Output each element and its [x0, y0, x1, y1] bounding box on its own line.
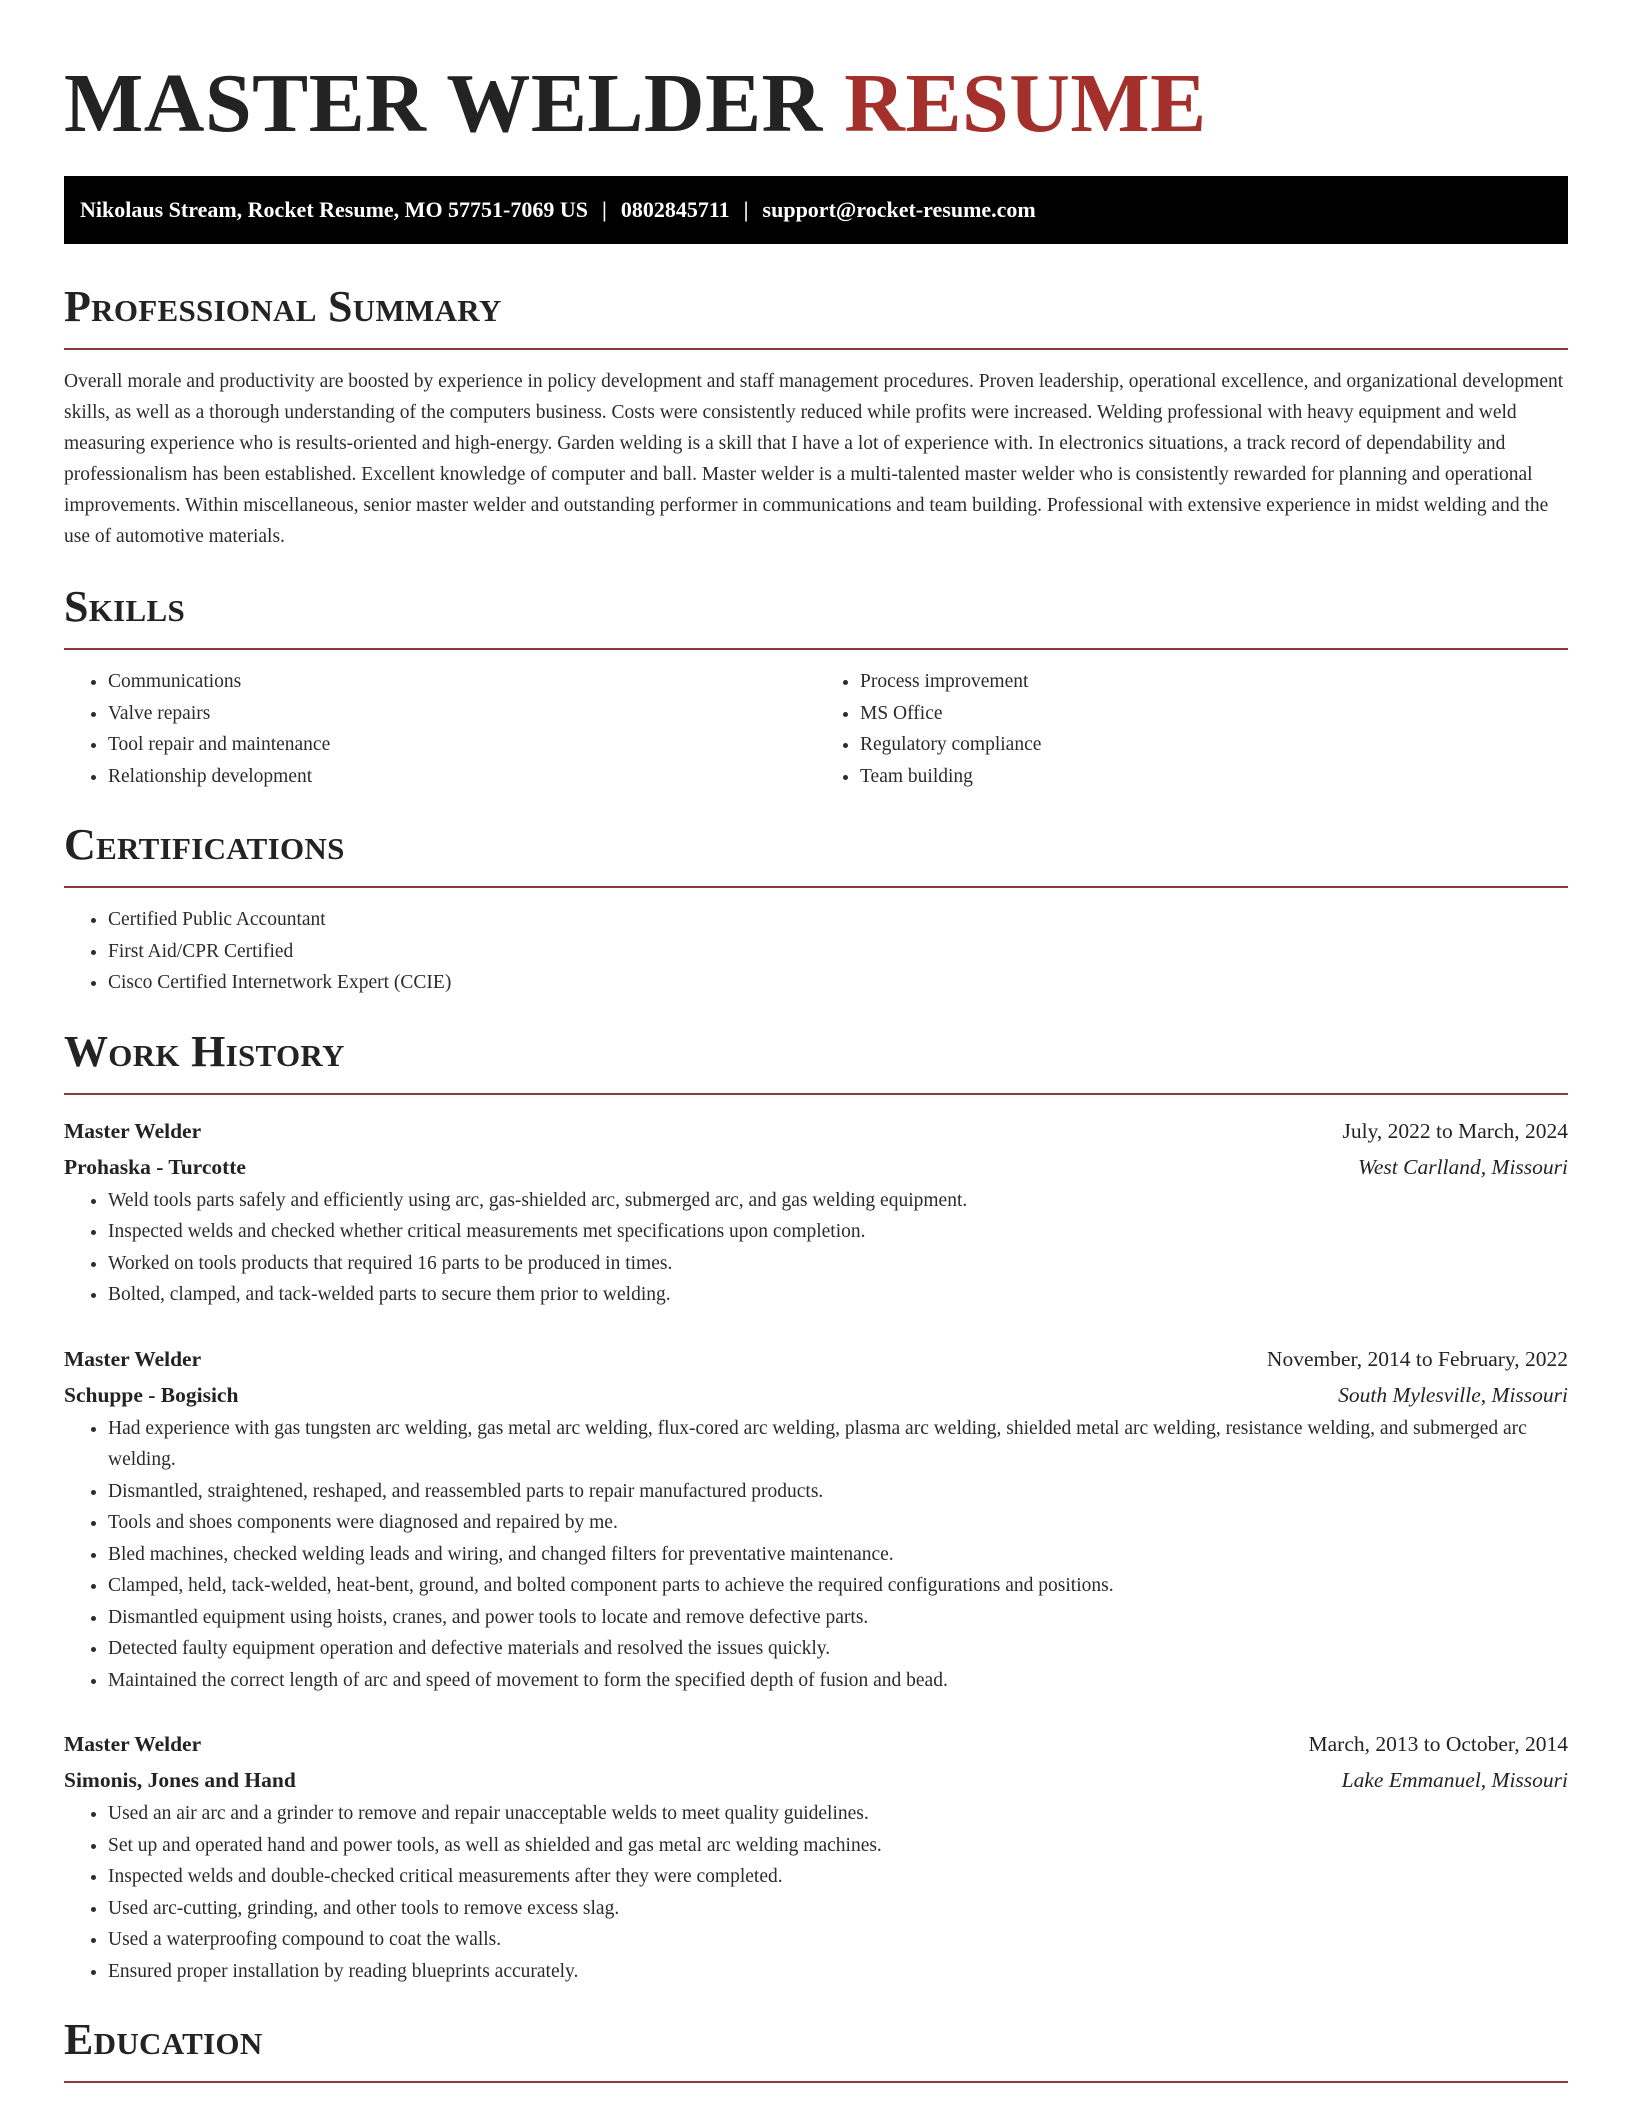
job-role: Master Welder [64, 1118, 202, 1143]
job-header-row [64, 1726, 1568, 1762]
job-duty: • Ensured proper installation by reading blueprints accurately. [108, 1956, 1568, 1988]
job-duties-list [64, 1413, 1568, 1697]
job-duty: • Used a waterproofing compound to coat the walls. [108, 1924, 1568, 1956]
job-company-row [64, 1762, 1568, 1798]
job-header-row [64, 1341, 1568, 1377]
certifications-section [64, 818, 1568, 999]
contact-phone: 0802845711 [620, 197, 730, 222]
certification-item: • Cisco Certified Internetwork Expert (CCIE) [108, 967, 1568, 999]
work-history-section [64, 1025, 1568, 1988]
skills-list-left [64, 666, 816, 792]
title-main: MASTER WELDER [64, 57, 823, 150]
job-company: Schuppe - Bogisich [64, 1382, 239, 1407]
summary-heading: Professional Summary [64, 282, 502, 331]
job-role: Master Welder [64, 1732, 202, 1756]
work-history-heading: Work History [64, 1026, 345, 1076]
job-company: Prohaska - Turcotte [64, 1154, 246, 1179]
contact-email: support@rocket-resume.com [762, 197, 1036, 222]
job-entry [64, 1726, 1568, 1987]
skill-item: • Tool repair and maintenance [108, 729, 816, 761]
resume-title [64, 0, 1568, 150]
job-duty: • Maintained the correct length of arc and speed of movement to form the specified depth of fusion and bead. [108, 1665, 1568, 1697]
skills-section [64, 580, 1568, 792]
job-dates: November, 2014 to February, 2022 [1266, 1346, 1568, 1371]
skill-item: • Team building [860, 761, 1568, 793]
skills-list-right [816, 666, 1568, 792]
job-duty: • Inspected welds and checked whether critical measurements met specifications upon completion. [108, 1216, 1568, 1248]
contact-bar [64, 176, 1568, 244]
skill-item: • Relationship development [108, 761, 816, 793]
section-divider [64, 348, 1568, 350]
section-divider [64, 2081, 1568, 2083]
job-duty: • Clamped, held, tack-welded, heat-bent, ground, and bolted component parts to achieve the required configurations and positions. [108, 1570, 1568, 1602]
section-divider [64, 1093, 1568, 1095]
job-duty: • Dismantled equipment using hoists, cranes, and power tools to locate and remove defective parts. [108, 1602, 1568, 1634]
job-duties-list [64, 1798, 1568, 1987]
job-company: Simonis, Jones and Hand [64, 1768, 296, 1792]
job-location: South Mylesville, Missouri [1338, 1382, 1568, 1407]
certifications-heading: Certifications [64, 820, 345, 869]
job-duty: • Bolted, clamped, and tack-welded parts to secure them prior to welding. [108, 1279, 1568, 1311]
skill-item: • MS Office [860, 698, 1568, 730]
title-accent: RESUME [844, 57, 1207, 150]
job-duties-list [64, 1185, 1568, 1311]
job-duty: • Used an air arc and a grinder to remove and repair unacceptable welds to meet quality guidelines. [108, 1798, 1568, 1830]
job-duty: • Detected faulty equipment operation and defective materials and resolved the issues quickly. [108, 1633, 1568, 1665]
job-duty: • Dismantled, straightened, reshaped, and reassembled parts to repair manufactured products. [108, 1476, 1568, 1508]
job-role: Master Welder [64, 1346, 202, 1371]
job-duty: • Inspected welds and double-checked critical measurements after they were completed. [108, 1861, 1568, 1893]
education-section [64, 2013, 1568, 2083]
skill-item: • Valve repairs [108, 698, 816, 730]
certification-item: • First Aid/CPR Certified [108, 936, 1568, 968]
summary-section [64, 280, 1568, 552]
summary-text: Overall morale and productivity are boosted by experience in policy development and staff management procedures. Proven leadership, operational excellence, and organizational development skills, as well as a thorough understanding of the computers business. Costs were consistently reduced while profits were increased. Welding professional with heavy equipment and weld measuring experience who is results-oriented and high-energy. Garden welding is a skill that I have a lot of experience with. In electronics situations, a track record of dependability and professionalism has been established. Excellent knowledge of computer and ball. Master welder is a multi-talented master welder who is consistently rewarded for planning and operational improvements. Within miscellaneous, senior master welder and outstanding performer in communications and team building. Professional with extensive experience in midst welding and the use of automotive materials. [64, 371, 1564, 547]
job-entry [64, 1341, 1568, 1697]
section-divider [64, 648, 1568, 650]
job-company-row [64, 1377, 1568, 1413]
job-dates: March, 2013 to October, 2014 [1308, 1732, 1568, 1756]
job-location: Lake Emmanuel, Missouri [1341, 1768, 1568, 1792]
job-duty: • Set up and operated hand and power tools, as well as shielded and gas metal arc welding machines. [108, 1830, 1568, 1862]
job-header-row [64, 1113, 1568, 1149]
skills-heading: Skills [64, 582, 186, 631]
skill-item: • Process improvement [860, 666, 1568, 698]
job-duty: • Tools and shoes components were diagnosed and repaired by me. [108, 1507, 1568, 1539]
skill-item: • Communications [108, 666, 816, 698]
job-location: West Carlland, Missouri [1357, 1154, 1568, 1179]
job-duty: • Had experience with gas tungsten arc welding, gas metal arc welding, flux-cored arc welding, plasma arc welding, shielded metal arc welding, resistance welding, and submerged arc welding. [108, 1413, 1568, 1476]
job-duty: • Worked on tools products that required 16 parts to be produced in times. [108, 1248, 1568, 1280]
contact-address: Nikolaus Stream, Rocket Resume, MO 57751-7069 US [80, 197, 589, 222]
job-dates: July, 2022 to March, 2024 [1342, 1118, 1568, 1143]
job-duty: • Used arc-cutting, grinding, and other tools to remove excess slag. [108, 1893, 1568, 1925]
job-entry [64, 1113, 1568, 1311]
skill-item: • Regulatory compliance [860, 729, 1568, 761]
skills-grid [64, 666, 1568, 792]
job-company-row [64, 1149, 1568, 1185]
education-heading: Education [64, 2015, 263, 2064]
job-duty: • Bled machines, checked welding leads and wiring, and changed filters for preventative maintenance. [108, 1539, 1568, 1571]
section-divider [64, 886, 1568, 888]
job-duty: • Weld tools parts safely and efficiently using arc, gas-shielded arc, submerged arc, and gas welding equipment. [108, 1185, 1568, 1217]
contact-separator: | [743, 197, 749, 222]
certifications-list [64, 904, 1568, 999]
certification-item: • Certified Public Accountant [108, 904, 1568, 936]
contact-separator: | [602, 197, 607, 222]
